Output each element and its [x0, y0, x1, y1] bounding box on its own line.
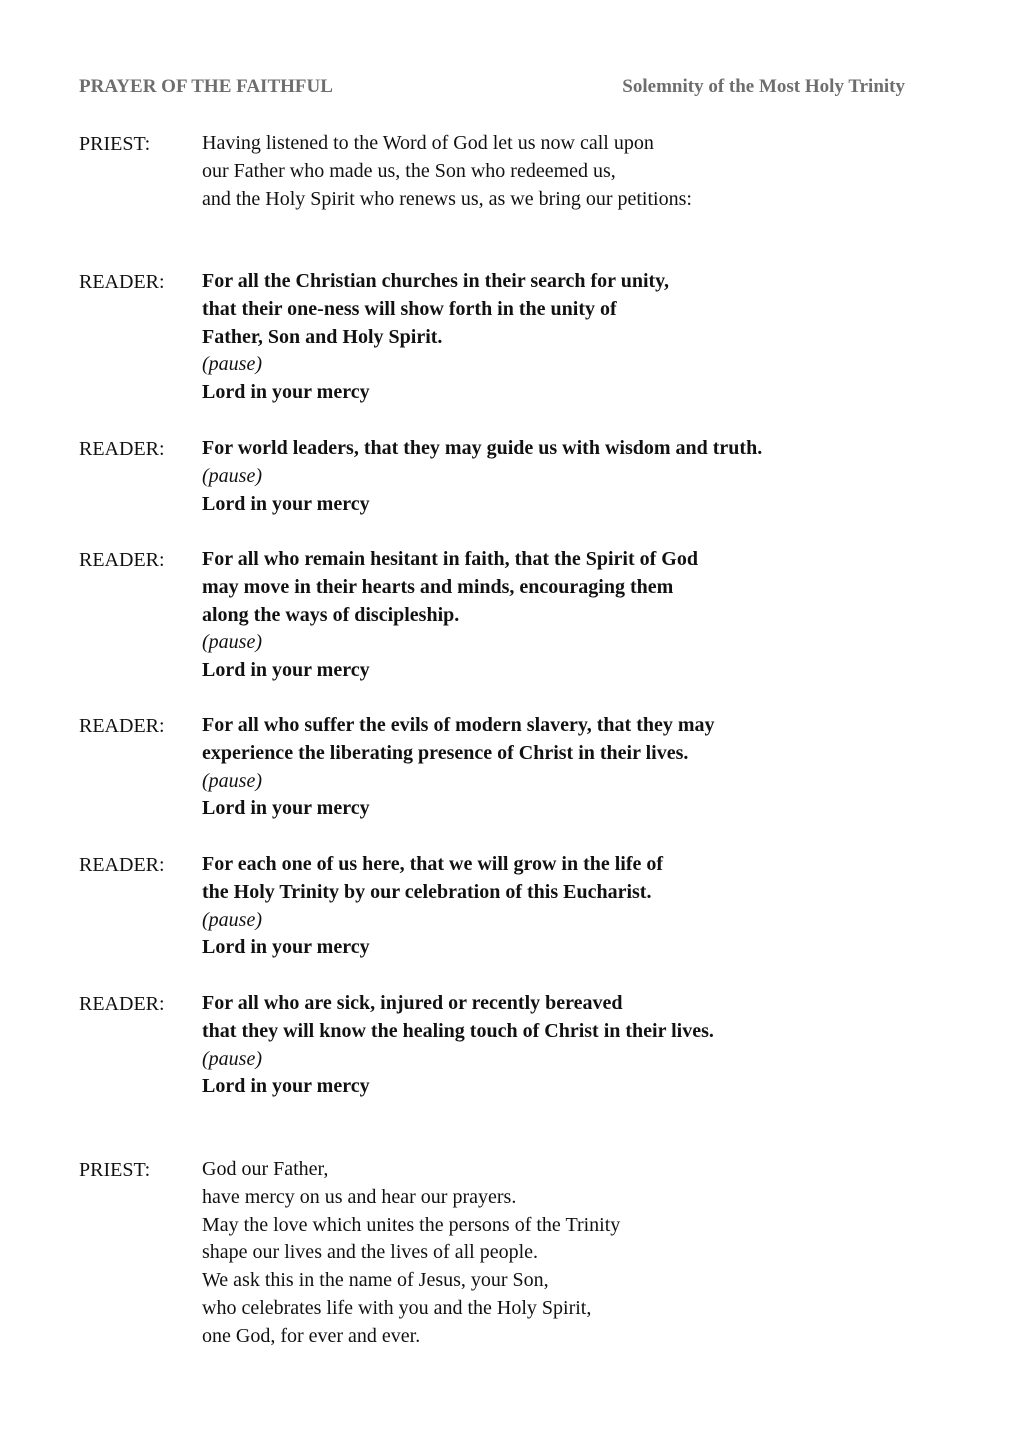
petition-line: For all the Christian churches in their search for unity,: [202, 270, 670, 292]
text-line: who celebrates life with you and the Holy Spirit,: [202, 1296, 592, 1319]
petition-text: [202, 990, 922, 1101]
pause-note: (pause): [202, 353, 262, 376]
text-line: shape our lives and the lives of all people.: [202, 1241, 539, 1264]
response-line: Lord in your mercy: [202, 797, 370, 820]
petition-line: For all who suffer the evils of modern slavery, that they may: [202, 714, 715, 736]
text-line: have mercy on us and hear our prayers.: [202, 1185, 517, 1208]
petition-text: [202, 268, 922, 407]
petition-line: For each one of us here, that we will grow in the life of: [202, 853, 664, 875]
petition-text: [202, 851, 922, 962]
petition-line: that they will know the healing touch of Christ in their lives.: [202, 1019, 714, 1042]
role-label: READER:: [79, 715, 165, 737]
text-line: May the love which unites the persons of the Trinity: [202, 1213, 621, 1236]
petition-line: the Holy Trinity by our celebration of this Eucharist.: [202, 880, 652, 903]
page-header: [79, 76, 905, 102]
petition-text: [202, 712, 922, 823]
text-line: We ask this in the name of Jesus, your Son,: [202, 1269, 549, 1292]
role-label: READER:: [79, 438, 165, 460]
petition-line: along the ways of discipleship.: [202, 603, 460, 626]
role-label: READER:: [79, 549, 165, 571]
text-line: and the Holy Spirit who renews us, as we bring our petitions:: [202, 187, 692, 210]
pause-note: (pause): [202, 1047, 262, 1070]
response-line: Lord in your mercy: [202, 659, 370, 682]
petition-line: experience the liberating presence of Christ in their lives.: [202, 741, 689, 764]
role-label: PRIEST:: [79, 133, 151, 155]
petition-line: For all who are sick, injured or recently bereaved: [202, 992, 623, 1014]
text-line: one God, for ever and ever.: [202, 1324, 421, 1347]
pause-note: (pause): [202, 464, 262, 487]
text-line: Having listened to the Word of God let us now call upon: [202, 132, 654, 154]
pause-note: (pause): [202, 631, 262, 654]
role-label: PRIEST:: [79, 1159, 151, 1181]
role-label: READER:: [79, 854, 165, 876]
conclusion-text: [202, 1156, 922, 1351]
pause-note: (pause): [202, 769, 262, 792]
document-title: PRAYER OF THE FAITHFUL: [79, 76, 333, 97]
response-line: Lord in your mercy: [202, 381, 370, 404]
petition-line: may move in their hearts and minds, encouraging them: [202, 575, 674, 598]
response-line: Lord in your mercy: [202, 1075, 370, 1098]
petition-text: [202, 546, 922, 685]
role-label: READER:: [79, 271, 165, 293]
occasion-title: Solemnity of the Most Holy Trinity: [622, 76, 905, 97]
pause-note: (pause): [202, 908, 262, 931]
petition-line: that their one-ness will show forth in the unity of: [202, 297, 617, 320]
text-line: God our Father,: [202, 1158, 329, 1180]
role-label: READER:: [79, 993, 165, 1015]
text-line: our Father who made us, the Son who redeemed us,: [202, 159, 616, 182]
response-line: Lord in your mercy: [202, 492, 370, 515]
petition-line: Father, Son and Holy Spirit.: [202, 325, 443, 348]
response-line: Lord in your mercy: [202, 936, 370, 959]
intro-text: [202, 130, 922, 213]
petition-text: [202, 435, 922, 518]
petition-line: For world leaders, that they may guide us with wisdom and truth.: [202, 437, 763, 459]
petition-line: For all who remain hesitant in faith, that the Spirit of God: [202, 548, 698, 570]
